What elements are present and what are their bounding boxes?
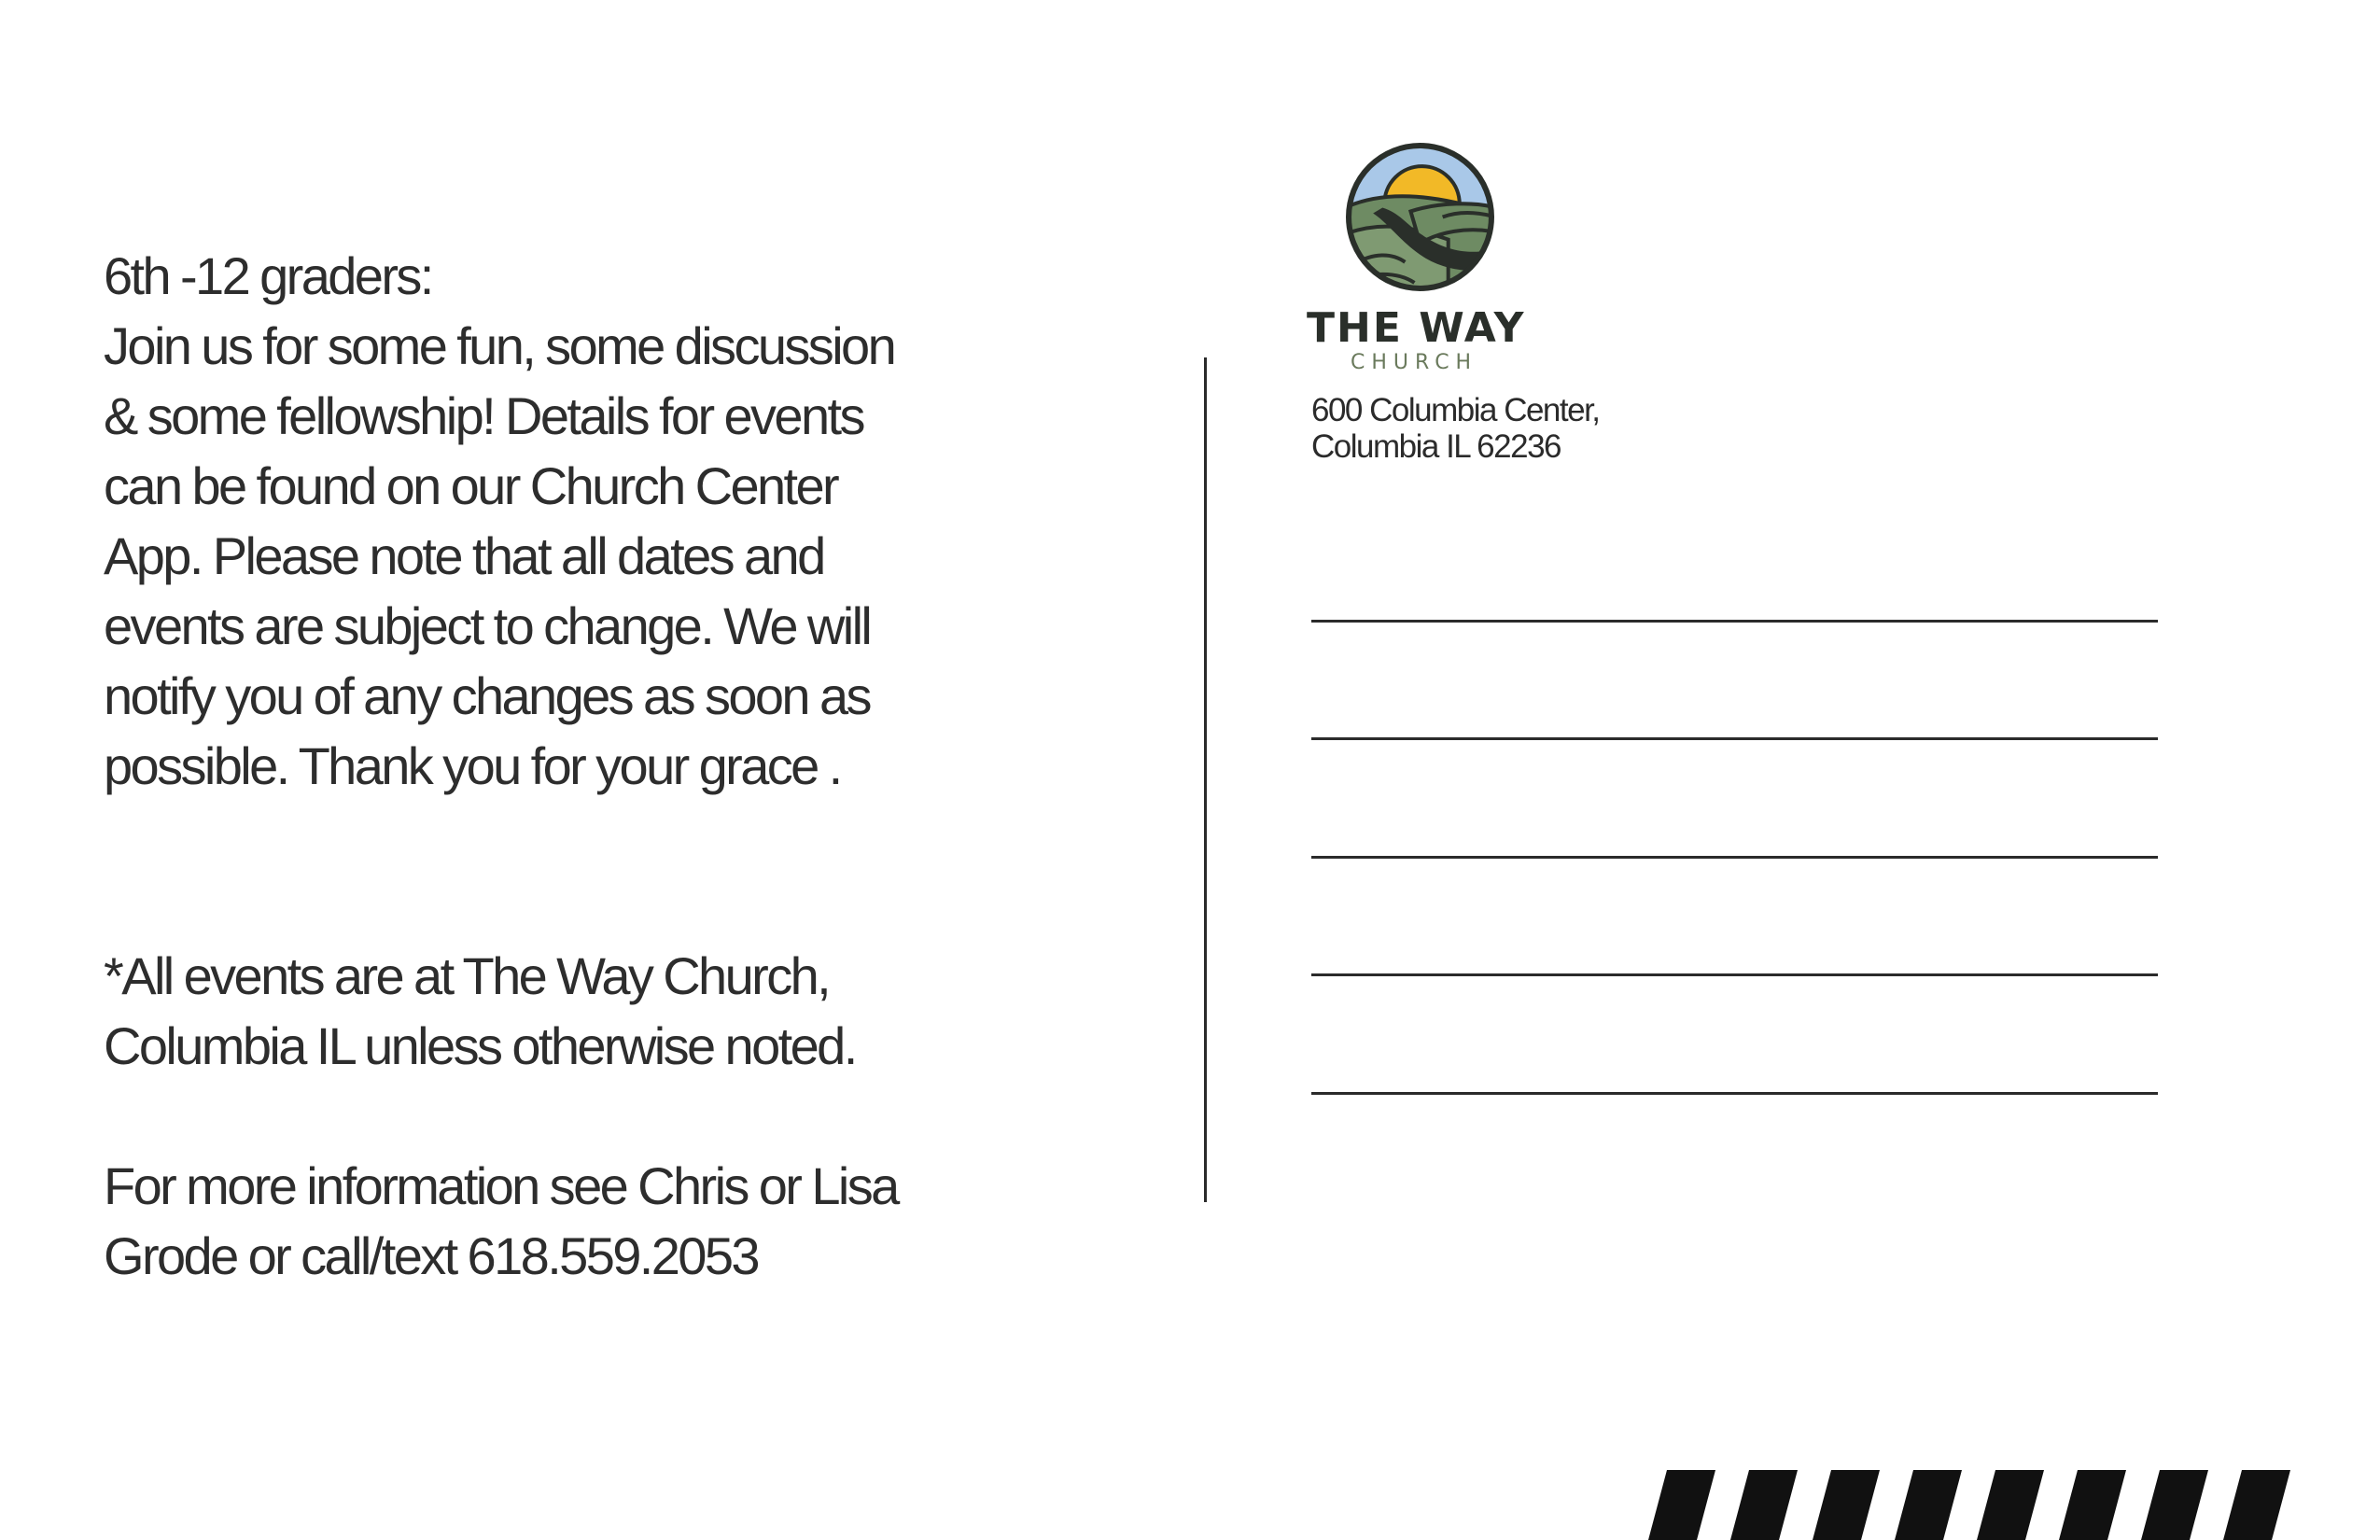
- location-line: *All events are at The Way Church,: [104, 946, 830, 1005]
- recipient-address-line: [1311, 737, 2158, 740]
- body-line: & some fellowship! Details for events: [104, 386, 863, 445]
- contact-line: For more information see Chris or Lisa: [104, 1156, 898, 1215]
- sunrise-hills-road-icon: [1345, 142, 1495, 292]
- body-line: App. Please note that all dates and: [104, 526, 824, 585]
- body-line: Join us for some fun, some discussion: [104, 316, 895, 375]
- return-address: [1311, 392, 1600, 465]
- postcard-message: [104, 241, 1000, 1291]
- location-note: [104, 941, 1000, 1081]
- location-line: Columbia IL unless otherwise noted.: [104, 1016, 856, 1075]
- return-address-line: Columbia IL 62236: [1311, 428, 1561, 465]
- postage-stripes-icon: [1624, 1470, 2296, 1540]
- body-line: events are subject to change. We will: [104, 596, 871, 655]
- recipient-address-line: [1311, 856, 2158, 859]
- brand-subtitle: CHURCH: [1351, 351, 1478, 374]
- body-line: can be found on our Church Center: [104, 456, 838, 515]
- contact-info: [104, 1151, 1000, 1291]
- intro-paragraph: [104, 241, 1000, 801]
- brand-name: THE WAY: [1307, 304, 1526, 352]
- recipient-address-line: [1311, 973, 2158, 976]
- body-line: notify you of any changes as soon as: [104, 666, 870, 725]
- recipient-address-line: [1311, 1092, 2158, 1095]
- contact-line: Grode or call/text 618.559.2053: [104, 1226, 758, 1285]
- recipient-address-line: [1311, 620, 2158, 623]
- body-line: possible. Thank you for your grace .: [104, 736, 841, 795]
- return-address-line: 600 Columbia Center,: [1311, 392, 1600, 428]
- postcard-divider: [1204, 357, 1207, 1202]
- audience-heading: 6th -12 graders:: [104, 246, 432, 305]
